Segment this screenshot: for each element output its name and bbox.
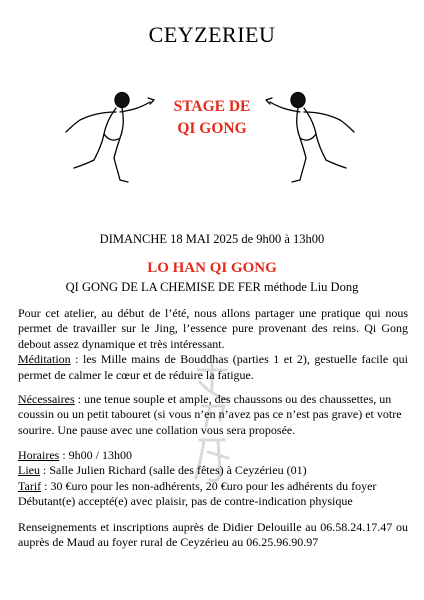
horaires-label: Horaires (18, 448, 60, 462)
lieu-label: Lieu (18, 463, 40, 478)
practical-info-block (18, 448, 408, 510)
level-line: Débutant(e) accepté(e) avec plaisir, pas de contre-indication physique (18, 494, 353, 509)
requirements-block (18, 392, 408, 438)
stage-line-1: STAGE DE (173, 98, 251, 115)
lieu-text: : Salle Julien Richard (salle des fêtes) à Ceyzérieu (01) (40, 463, 307, 478)
contact-block: Renseignements et inscriptions auprès de Didier Delouille au 06.58.24.17.47 ou auprès de Maud au foyer rural de Ceyzérieu au 06.25.96.90.97 (18, 520, 408, 550)
meditation-text: : les Mille mains de Bouddhas (parties 1 et 2), gestuelle facile qui permet de calmer le cœur et de réduire la fatigue. (18, 352, 408, 382)
event-title: LO HAN QI GONG (147, 260, 277, 276)
qigong-practitioner-right-icon (262, 88, 362, 188)
horaires-line (18, 448, 408, 463)
event-date-time: DIMANCHE 18 MAI 2025 de 9h00 à 13h00 (99, 232, 325, 246)
description-block (18, 306, 408, 383)
tarif-line (18, 479, 408, 494)
lieu-line (18, 463, 408, 478)
stage-line-2: QI GONG (177, 120, 247, 137)
intro-paragraph: Pour cet atelier, au début de l’été, nous allons partager une pratique qui nous permet de travailler sur le Jing, l’essence pure provenant des reins. Qi Gong debout assez dynamique et très intéressant. (18, 306, 408, 351)
tarif-text: : 30 €uro pour les non-adhérents, 20 €uro pour les adhérents du foyer (41, 478, 377, 493)
horaires-text: : 9h00 / 13h00 (59, 448, 132, 462)
meditation-label: Méditation (18, 352, 71, 367)
event-subtitle: QI GONG DE LA CHEMISE DE FER méthode Liu Dong (65, 280, 359, 294)
town-title: CEYZERIEU (148, 22, 276, 47)
tarif-label: Tarif (18, 478, 42, 493)
necessaires-label: Nécessaires (18, 392, 75, 406)
necessaires-text: : une tenue souple et ample, des chaussons ou des chaussettes, un coussin ou un petit tabouret (si vous n’en n’avez pas ce n’est pas grave) et votre sourire. Une pause avec une collation vous sera proposée. (18, 392, 402, 437)
